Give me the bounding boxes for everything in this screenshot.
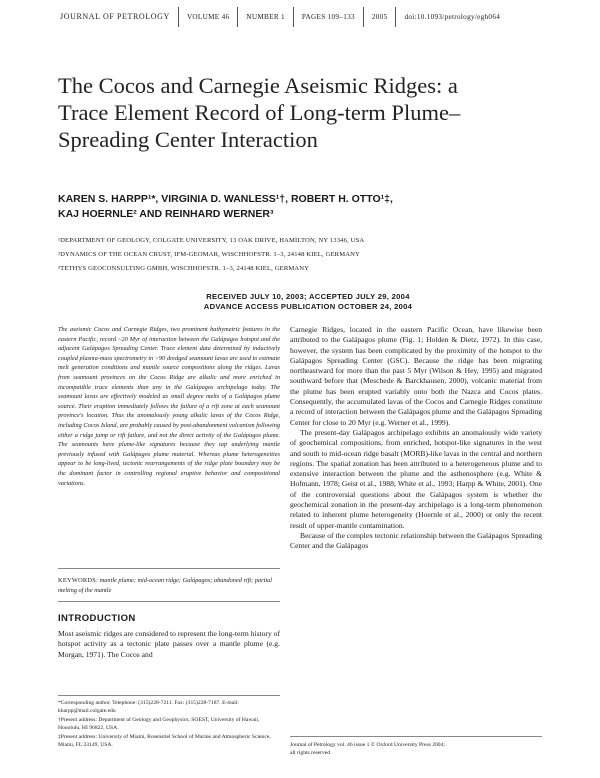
- affiliation-list: [58, 234, 558, 276]
- affiliation: ²DYNAMICS OF THE OCEAN CRUST, IFM-GEOMAR, WISCHHOFSTR. 1–3, 24148 KIEL, GERMANY: [58, 251, 360, 258]
- doi-link[interactable]: doi:10.1093/petrology/egh064: [404, 13, 501, 21]
- right-column: [290, 325, 542, 552]
- copyright-line: Journal of Petrology vol. 46 issue 1 © Oxford University Press 2004;: [290, 742, 445, 748]
- affiliation: ¹DEPARTMENT OF GEOLOGY, COLGATE UNIVERSITY, 13 OAK DRIVE, HAMILTON, NY 13346, USA: [58, 237, 365, 244]
- footnote-divider: [58, 695, 280, 696]
- author-line: KAREN S. HARPP¹*, VIRGINIA D. WANLESS¹†, ROBERT H. OTTO¹‡,: [58, 193, 393, 205]
- keywords: [58, 576, 280, 595]
- author-line: KAJ HOERNLE² AND REINHARD WERNER³: [58, 208, 274, 220]
- copyright-divider: [290, 736, 542, 737]
- footnote-present-address: ‡Present address: University of Miami, Rosenstiel School of Marine and Atmospheric Science, Miami, FL 33149, USA.: [58, 733, 271, 748]
- journal-header: [60, 6, 560, 28]
- abstract: The aseismic Cocos and Carnegie Ridges, two prominent bathymetric features in the eastern Pacific, record ~20 Myr of interaction between the Galápagos hotspot and the adjacent Galápagos Spreading Center. Trace element data determined by inductively coupled plasma-mass spectrometry in >90 dredged seamount lavas are used to estimate melt generation conditions and mantle source compositions along the ridges. Lavas from seamount provinces on the Cocos Ridge are alkalic and more enriched in incompatible trace elements than any in the Galápagos archipelago today. The seamount lavas are effectively modeled as small degree melts of a Galápagos plume source. Their eruption immediately follows the failure of a rift zone at each seamount province's location. Thus the anomalously young alkalic lavas of the Cocos Ridge, including Cocos Island, are probably caused by post-abandonment volcanism following either a ridge jump or rift failure, and not the direct activity of the Galápagos plume. The seamounts have plume-like signatures because they tap underlying mantle previously infused with Galápagos plume material. Whereas plume heterogeneities appear to be long-lived, tectonic rearrangements of the ridge plate boundary may be the dominant factor in controlling regional eruptive behavior and compositional variations.: [58, 326, 280, 487]
- affiliation: ³TETHYS GEOCONSULTING GMBH, WISCHHOFSTR. 1–3, 24148 KIEL, GERMANY: [58, 265, 310, 272]
- abstract-divider: [58, 568, 280, 569]
- footnote-present-address: †Present address: Department of Geology and Geophysics, SOEST, University of Hawaii, Honolulu, HI 96822, USA.: [58, 716, 260, 731]
- keywords-text: mantle plume; mid-ocean ridge; Galápagos; abandoned rift; partial melting of the mantle: [58, 577, 272, 594]
- title-line: Trace Element Record of Long-term Plume–: [58, 100, 461, 125]
- copyright-notice: [290, 741, 542, 757]
- body-paragraph: The present-day Galápagos archipelago exhibits an anomalously wide variety of geochemical compositions, from enriched, hotspot-like signatures in the west and south to mid-ocean ridge basalt (MORB)-like lavas in the central and northern regions. The spatial zonation has been attributed to a heterogeneous plume and to extensive interaction between the plume and the asthenosphere (e.g. White & Hofmann, 1978; Geist et al., 1988; White et al., 1993; Harpp & White, 2001). One of the controversial questions about the Galápagos system is whether the geochemical zonation in the present-day archipelago is a long-term phenomenon related to inherent plume heterogeneity (Hoernle et al., 2000) or only the recent result of upper-mantle contamination.: [290, 427, 542, 530]
- footnote-corresponding: *Corresponding author. Telephone: (315)228-7211. Fax: (315)228-7187. E-mail: kharpp@mail.colgate.edu: [58, 700, 239, 714]
- copyright-line: all rights reserved: [290, 750, 331, 757]
- author-list: [58, 192, 558, 222]
- received-accepted-line: RECEIVED JULY 10, 2003; ACCEPTED JULY 29, 2004: [206, 292, 410, 301]
- advance-access-line: ADVANCE ACCESS PUBLICATION OCTOBER 24, 2004: [203, 302, 413, 311]
- body-paragraph: Because of the complex tectonic relationship between the Galápagos Spreading Center and the Galápagos: [290, 530, 542, 551]
- journal-name: JOURNAL OF PETROLOGY: [60, 7, 179, 27]
- body-paragraph: Carnegie Ridges, located in the eastern Pacific Ocean, have likewise been attributed to the Galápagos plume (Fig. 1; Holden & Dietz, 1972). In this case, however, the system has been complicated by the proximity of the hotspot to the Galápagos Spreading Center (GSC). Because the ridge has been migrating northeastward for more than the past 5 Myr (Wilson & Hey, 1995) and migrated southward before that (Meschede & Barckhausen, 2000), volcanic material from the plume has been erupted variably onto both the Nazca and Cocos plates. Consequently, the accumulated lavas of the Cocos and Carnegie Ridges constitute a record of interaction between the Galápagos plume and the Galápagos Spreading Center for close to 20 Myr (e.g. Werner et al., 1999).: [290, 325, 542, 427]
- keywords-label: KEYWORDS:: [58, 577, 99, 584]
- article-title: [58, 72, 558, 153]
- issue-number: NUMBER 1: [238, 7, 294, 27]
- introduction-heading: INTRODUCTION: [58, 613, 136, 624]
- introduction-text: Most aseismic ridges are considered to represent the long-term history of hotspot activity as a tectonic plate passes over a mantle plume (e.g. Morgan, 1971). The Cocos and: [58, 629, 280, 659]
- page-range: PAGES 109–133: [294, 7, 364, 27]
- submission-dates: [58, 292, 558, 312]
- title-line: The Cocos and Carnegie Aseismic Ridges: a: [58, 73, 458, 98]
- volume-label: VOLUME 46: [179, 7, 238, 27]
- publication-year: 2005: [364, 7, 397, 27]
- title-line: Spreading Center Interaction: [58, 127, 318, 152]
- footnotes: [58, 700, 280, 750]
- keywords-divider: [58, 601, 280, 602]
